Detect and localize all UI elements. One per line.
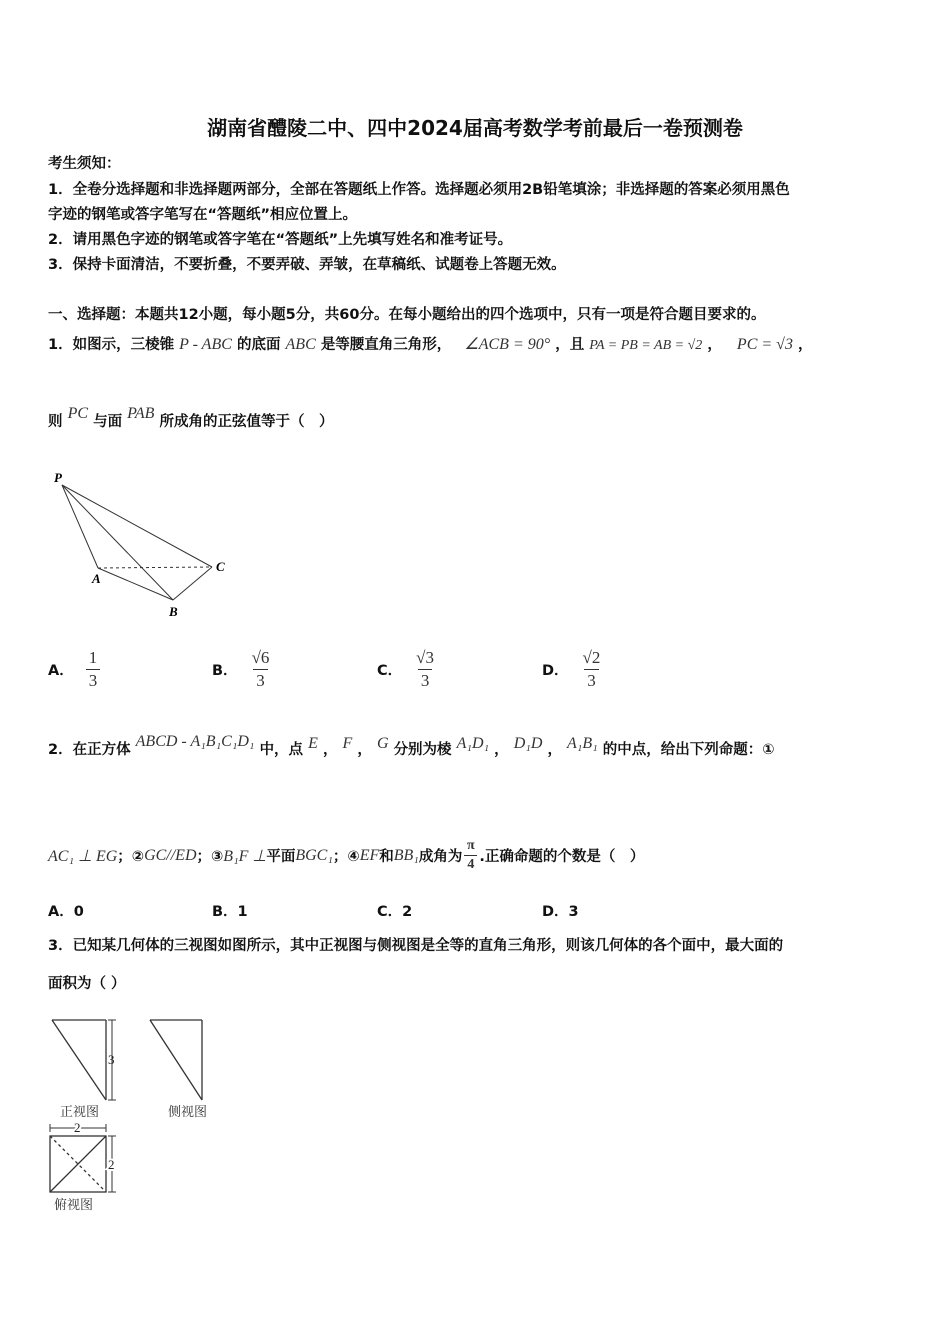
q2-text: ；④ — [332, 849, 360, 865]
q2-text: 2．在正方体 — [48, 742, 131, 758]
q2-text: ， — [494, 742, 509, 758]
label-b: B — [169, 604, 178, 619]
q2-math-e: E — [308, 735, 318, 752]
q1-math-abc: ABC — [285, 336, 316, 353]
q1-text: ， — [707, 337, 722, 353]
front-view-label: 正视图 — [60, 1104, 100, 1119]
three-views-figure — [44, 1012, 244, 1217]
q1-math-pab: PAB — [127, 405, 155, 422]
option-label: A． — [48, 663, 74, 679]
option-label: D． — [542, 663, 569, 679]
q1-text: ， — [798, 337, 813, 353]
q1-math-pc: PC = √3 — [736, 336, 793, 353]
q2-text: ， — [547, 742, 562, 758]
q2-prop-1: AC₁ ⊥ EG — [48, 847, 118, 865]
q2-text: ， — [357, 742, 372, 758]
q2-text: 平面 — [266, 849, 296, 865]
question-2-propositions — [48, 838, 644, 873]
q2-math-a1b1: A₁B₁ — [567, 735, 598, 752]
dim-width-label: 2 — [74, 1120, 81, 1135]
q1-option-b[interactable] — [212, 648, 271, 691]
q1-text: 则 — [48, 414, 63, 430]
label-c: C — [216, 559, 225, 574]
q1-text: 的底面 — [236, 337, 281, 353]
q1-text: 1．如图示，三棱锥 — [48, 337, 175, 353]
q1-text: 与面 — [93, 414, 123, 430]
question-3-stem: 3．已知某几何体的三视图如图所示，其中正视图与侧视图是全等的直角三角形，则该几何体的各个面中，最大面的 — [48, 938, 784, 954]
q2-text: ；③ — [196, 849, 224, 865]
q2-prop-2: GC//ED — [144, 846, 197, 864]
question-1-stem — [48, 333, 813, 354]
q2-math-g: G — [376, 735, 389, 752]
notice-item-1-line-1: 1．全卷分选择题和非选择题两部分，全部在答题纸上作答。选择题必须用2B铅笔填涂；非选择题的答案必须用黑色 — [48, 182, 790, 198]
page-title: 湖南省醴陵二中、四中2024届高考数学考前最后一卷预测卷 — [207, 116, 743, 140]
fraction-numerator: π — [467, 838, 475, 853]
q2-text: 分别为棱 — [393, 742, 452, 758]
label-p: P — [54, 470, 62, 485]
q2-text: 和 — [379, 849, 394, 865]
fraction-numerator: √6 — [251, 648, 270, 667]
q2-option-d[interactable]: D．3 — [542, 904, 579, 920]
fraction-numerator: 1 — [88, 648, 98, 667]
q2-math-bb1: BB₁ — [393, 846, 419, 864]
q2-text: ， — [322, 742, 338, 758]
question-2-stem — [48, 733, 775, 759]
notice-item-3: 3．保持卡面清洁，不要折叠，不要弄破、弄皱，在草稿纸、试题卷上答题无效。 — [48, 257, 566, 273]
q2-math-a1d1: A₁D₁ — [456, 735, 490, 752]
q2-text: 成角为 — [418, 849, 463, 865]
q2-text: 的中点，给出下列命题：① — [602, 742, 775, 758]
option-label: C． — [377, 663, 403, 679]
q2-math-f: F — [342, 735, 353, 752]
option-label: B． — [212, 663, 238, 679]
q2-math-d1d: D₁D — [513, 735, 543, 752]
q2-math-ef: EF — [359, 846, 380, 864]
fraction-denominator: 4 — [464, 855, 477, 873]
q1-option-a[interactable] — [48, 648, 100, 691]
fraction-numerator: √2 — [582, 648, 601, 667]
label-a: A — [92, 571, 101, 586]
q2-option-c[interactable]: C．2 — [377, 904, 413, 920]
option-fraction — [414, 648, 436, 691]
top-view-label: 俯视图 — [54, 1197, 94, 1212]
notice-item-2: 2．请用黑色字迹的钢笔或答字笔在“答题纸”上先填写姓名和准考证号。 — [48, 232, 513, 248]
notice-item-1-line-2: 字迹的钢笔或答字笔写在“答题纸”相应位置上。 — [48, 207, 358, 223]
q1-option-d[interactable] — [542, 648, 602, 691]
side-view-label: 侧视图 — [168, 1104, 208, 1119]
fraction-denominator: 3 — [418, 669, 433, 691]
fraction-denominator: 3 — [253, 669, 268, 691]
dim-height-label: 3 — [108, 1052, 115, 1067]
q2-prop-3: B₁F ⊥ — [223, 847, 267, 865]
q1-text: 所成角的正弦值等于（ ） — [159, 414, 334, 430]
tetrahedron-figure — [48, 465, 238, 625]
q1-text: ，且 — [555, 337, 585, 353]
notice-heading: 考生须知： — [48, 156, 121, 172]
q2-text: 中，点 — [259, 742, 304, 758]
q1-math-angle: ∠ACB = 90° — [464, 336, 551, 353]
option-fraction — [86, 648, 101, 691]
q1-math-pabc: P - ABC — [179, 336, 232, 353]
q2-text: .正确命题的个数是（ ） — [479, 849, 645, 865]
q1-text: 是等腰直角三角形， — [320, 337, 452, 353]
q2-text: ；② — [117, 849, 145, 865]
q1-option-c[interactable] — [377, 648, 436, 691]
question-3-stem-line-2: 面积为（ ） — [48, 976, 126, 992]
dim-depth-label: 2 — [108, 1157, 115, 1172]
question-1-stem-line-2 — [48, 405, 334, 431]
q1-math-lengths: PA = PB = AB = √2 — [589, 338, 703, 353]
q2-math-bgc1: BGC₁ — [295, 846, 333, 864]
option-fraction — [581, 648, 603, 691]
fraction-denominator: 3 — [584, 669, 599, 691]
q2-angle-fraction — [464, 838, 477, 873]
q2-option-b[interactable]: B．1 — [212, 904, 248, 920]
q1-math-pc-2: PC — [67, 405, 89, 422]
q2-option-a[interactable]: A．0 — [48, 904, 84, 920]
option-fraction — [250, 648, 272, 691]
fraction-denominator: 3 — [86, 669, 101, 691]
section-heading: 一、选择题：本题共12小题，每小题5分，共60分。在每小题给出的四个选项中，只有一项是符合题目要求的。 — [48, 307, 766, 323]
q2-math-cube: ABCD - A₁B₁C₁D₁ — [135, 733, 255, 750]
fraction-numerator: √3 — [416, 648, 434, 667]
